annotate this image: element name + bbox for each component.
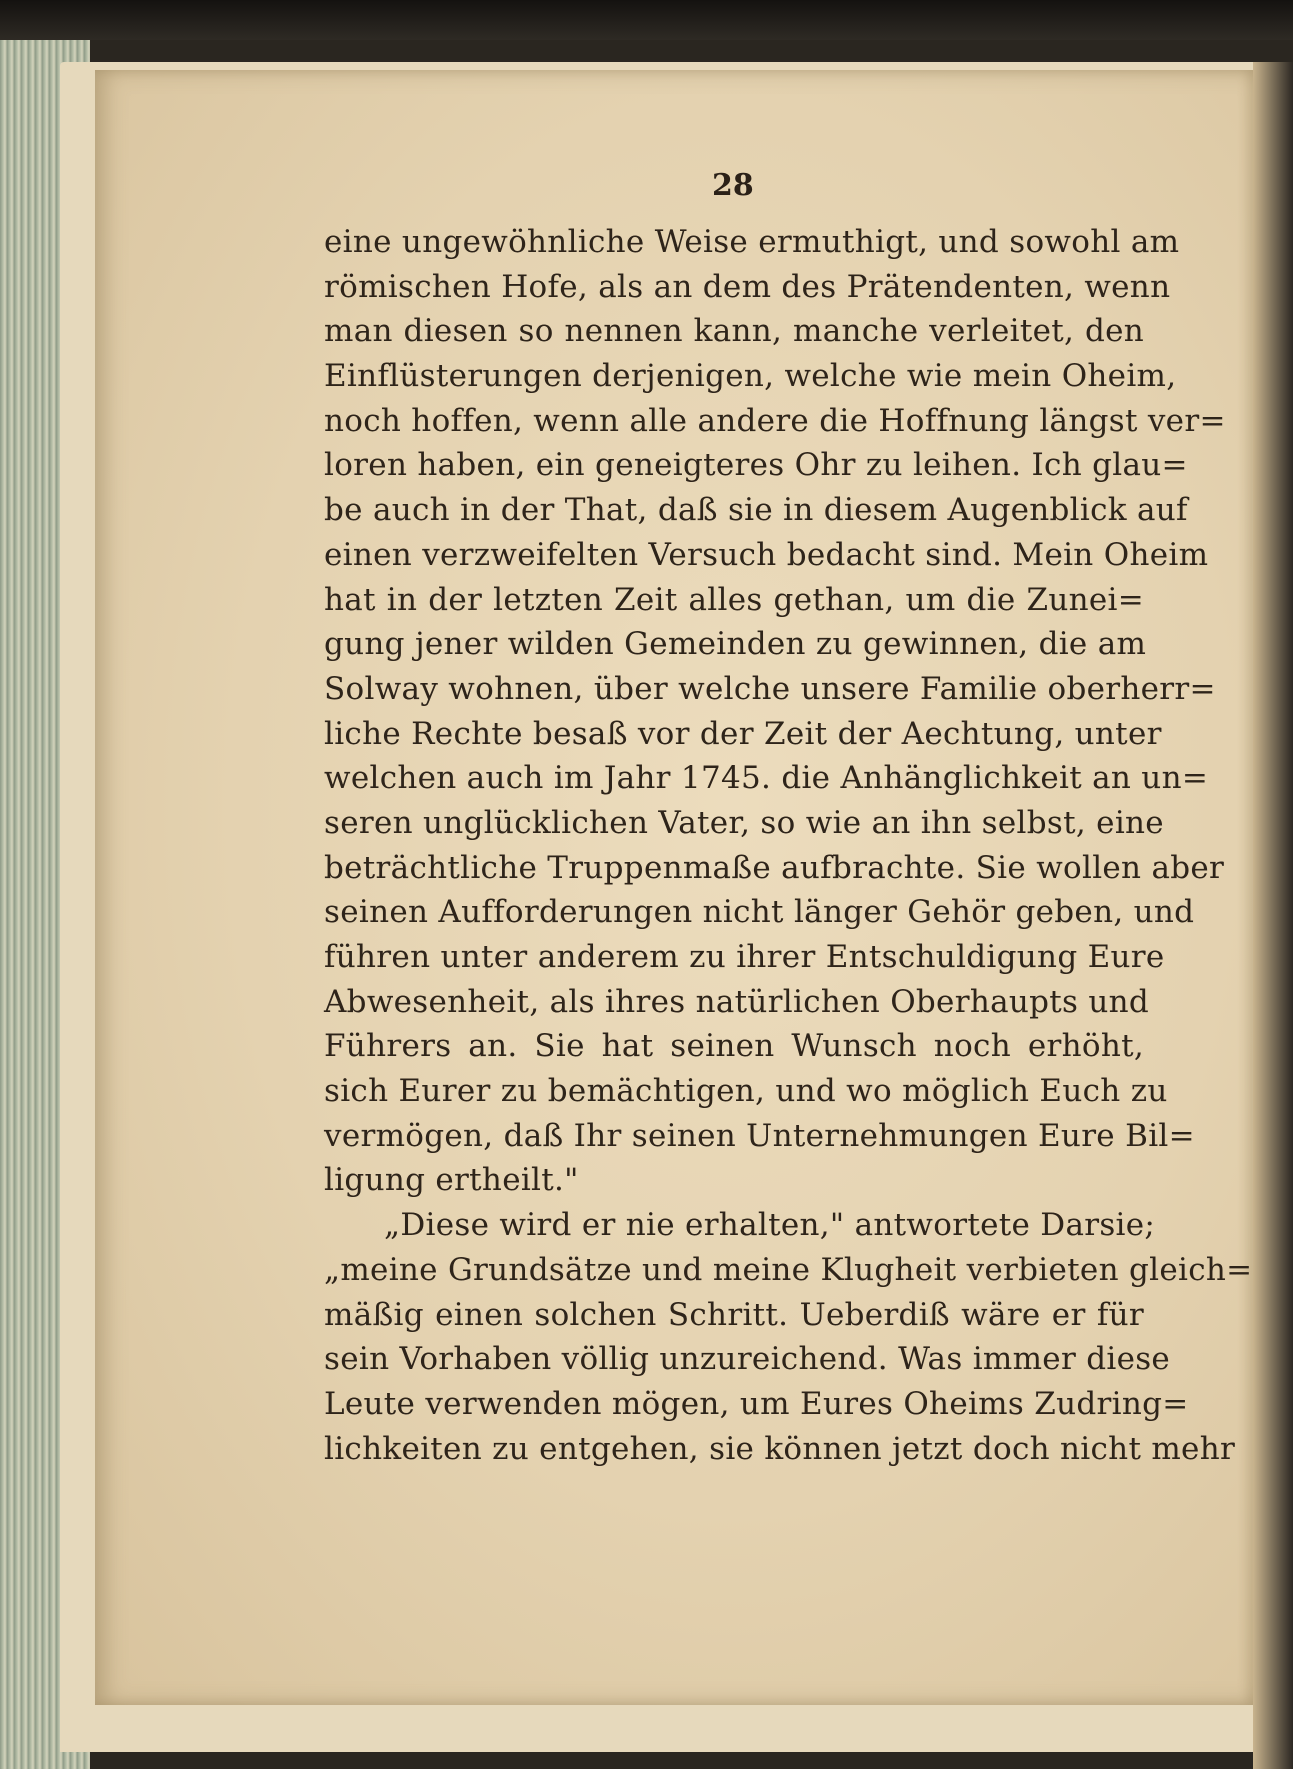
text-line: Führers an. Sie hat seinen Wunsch noch erhöht, xyxy=(324,1028,1144,1065)
text-line: man diesen so nennen kann, manche verleitet, den xyxy=(324,313,1144,350)
scanner-background xyxy=(0,0,1293,40)
text-line: Abwesenheit, als ihres natürlichen Oberhaupts und xyxy=(324,983,1150,1020)
right-page-shadow xyxy=(1253,62,1293,1769)
body-text xyxy=(324,220,1253,1471)
text-line: loren haben, ein geneigteres Ohr zu leihen. Ich glau= xyxy=(324,447,1188,484)
text-line: römischen Hofe, als an dem des Prätendenten, wenn xyxy=(324,268,1171,305)
text-line: „Diese wird er nie erhalten," antwortete Darsie; xyxy=(384,1207,1156,1244)
text-line: Solway wohnen, über welche unsere Familie oberherr= xyxy=(324,670,1216,707)
text-line: sein Vorhaben völlig unzureichend. Was immer diese xyxy=(324,1341,1171,1378)
text-line: ligung ertheilt." xyxy=(324,1162,579,1199)
text-line: lichkeiten zu entgehen, sie können jetzt doch nicht mehr xyxy=(324,1430,1236,1467)
text-line: Leute verwenden mögen, um Eures Oheims Zudring= xyxy=(324,1385,1189,1422)
text-line: seren unglücklichen Vater, so wie an ihn selbst, eine xyxy=(324,804,1164,841)
text-line: noch hoffen, wenn alle andere die Hoffnung längst ver= xyxy=(324,402,1226,439)
text-line: be auch in der That, daß sie in diesem Augenblick auf xyxy=(324,492,1188,529)
text-line: gung jener wilden Gemeinden zu gewinnen, die am xyxy=(324,626,1147,663)
text-line: hat in der letzten Zeit alles gethan, um die Zunei= xyxy=(324,581,1144,618)
text-line: seinen Aufforderungen nicht länger Gehör geben, und xyxy=(324,894,1195,931)
text-line: mäßig einen solchen Schritt. Ueberdiß wäre er für xyxy=(324,1296,1144,1333)
text-line: welchen auch im Jahr 1745. die Anhänglichkeit an un= xyxy=(324,760,1209,797)
text-line: Einflüsterungen derjenigen, welche wie mein Oheim, xyxy=(324,358,1177,395)
text-line: sich Eurer zu bemächtigen, und wo möglich Euch zu xyxy=(324,1073,1168,1110)
page-number: 28 xyxy=(712,168,754,203)
text-line: vermögen, daß Ihr seinen Unternehmungen Eure Bil= xyxy=(324,1117,1195,1154)
text-line: „meine Grundsätze und meine Klugheit verbieten gleich= xyxy=(324,1251,1253,1288)
text-line: einen verzweifelten Versuch bedacht sind. Mein Oheim xyxy=(324,536,1209,573)
text-line: liche Rechte besaß vor der Zeit der Aechtung, unter xyxy=(324,715,1162,752)
text-line: eine ungewöhnliche Weise ermuthigt, und sowohl am xyxy=(324,224,1180,260)
text-line: beträchtliche Truppenmaße aufbrachte. Sie wollen aber xyxy=(324,849,1225,886)
text-line: führen unter anderem zu ihrer Entschuldigung Eure xyxy=(324,939,1165,975)
